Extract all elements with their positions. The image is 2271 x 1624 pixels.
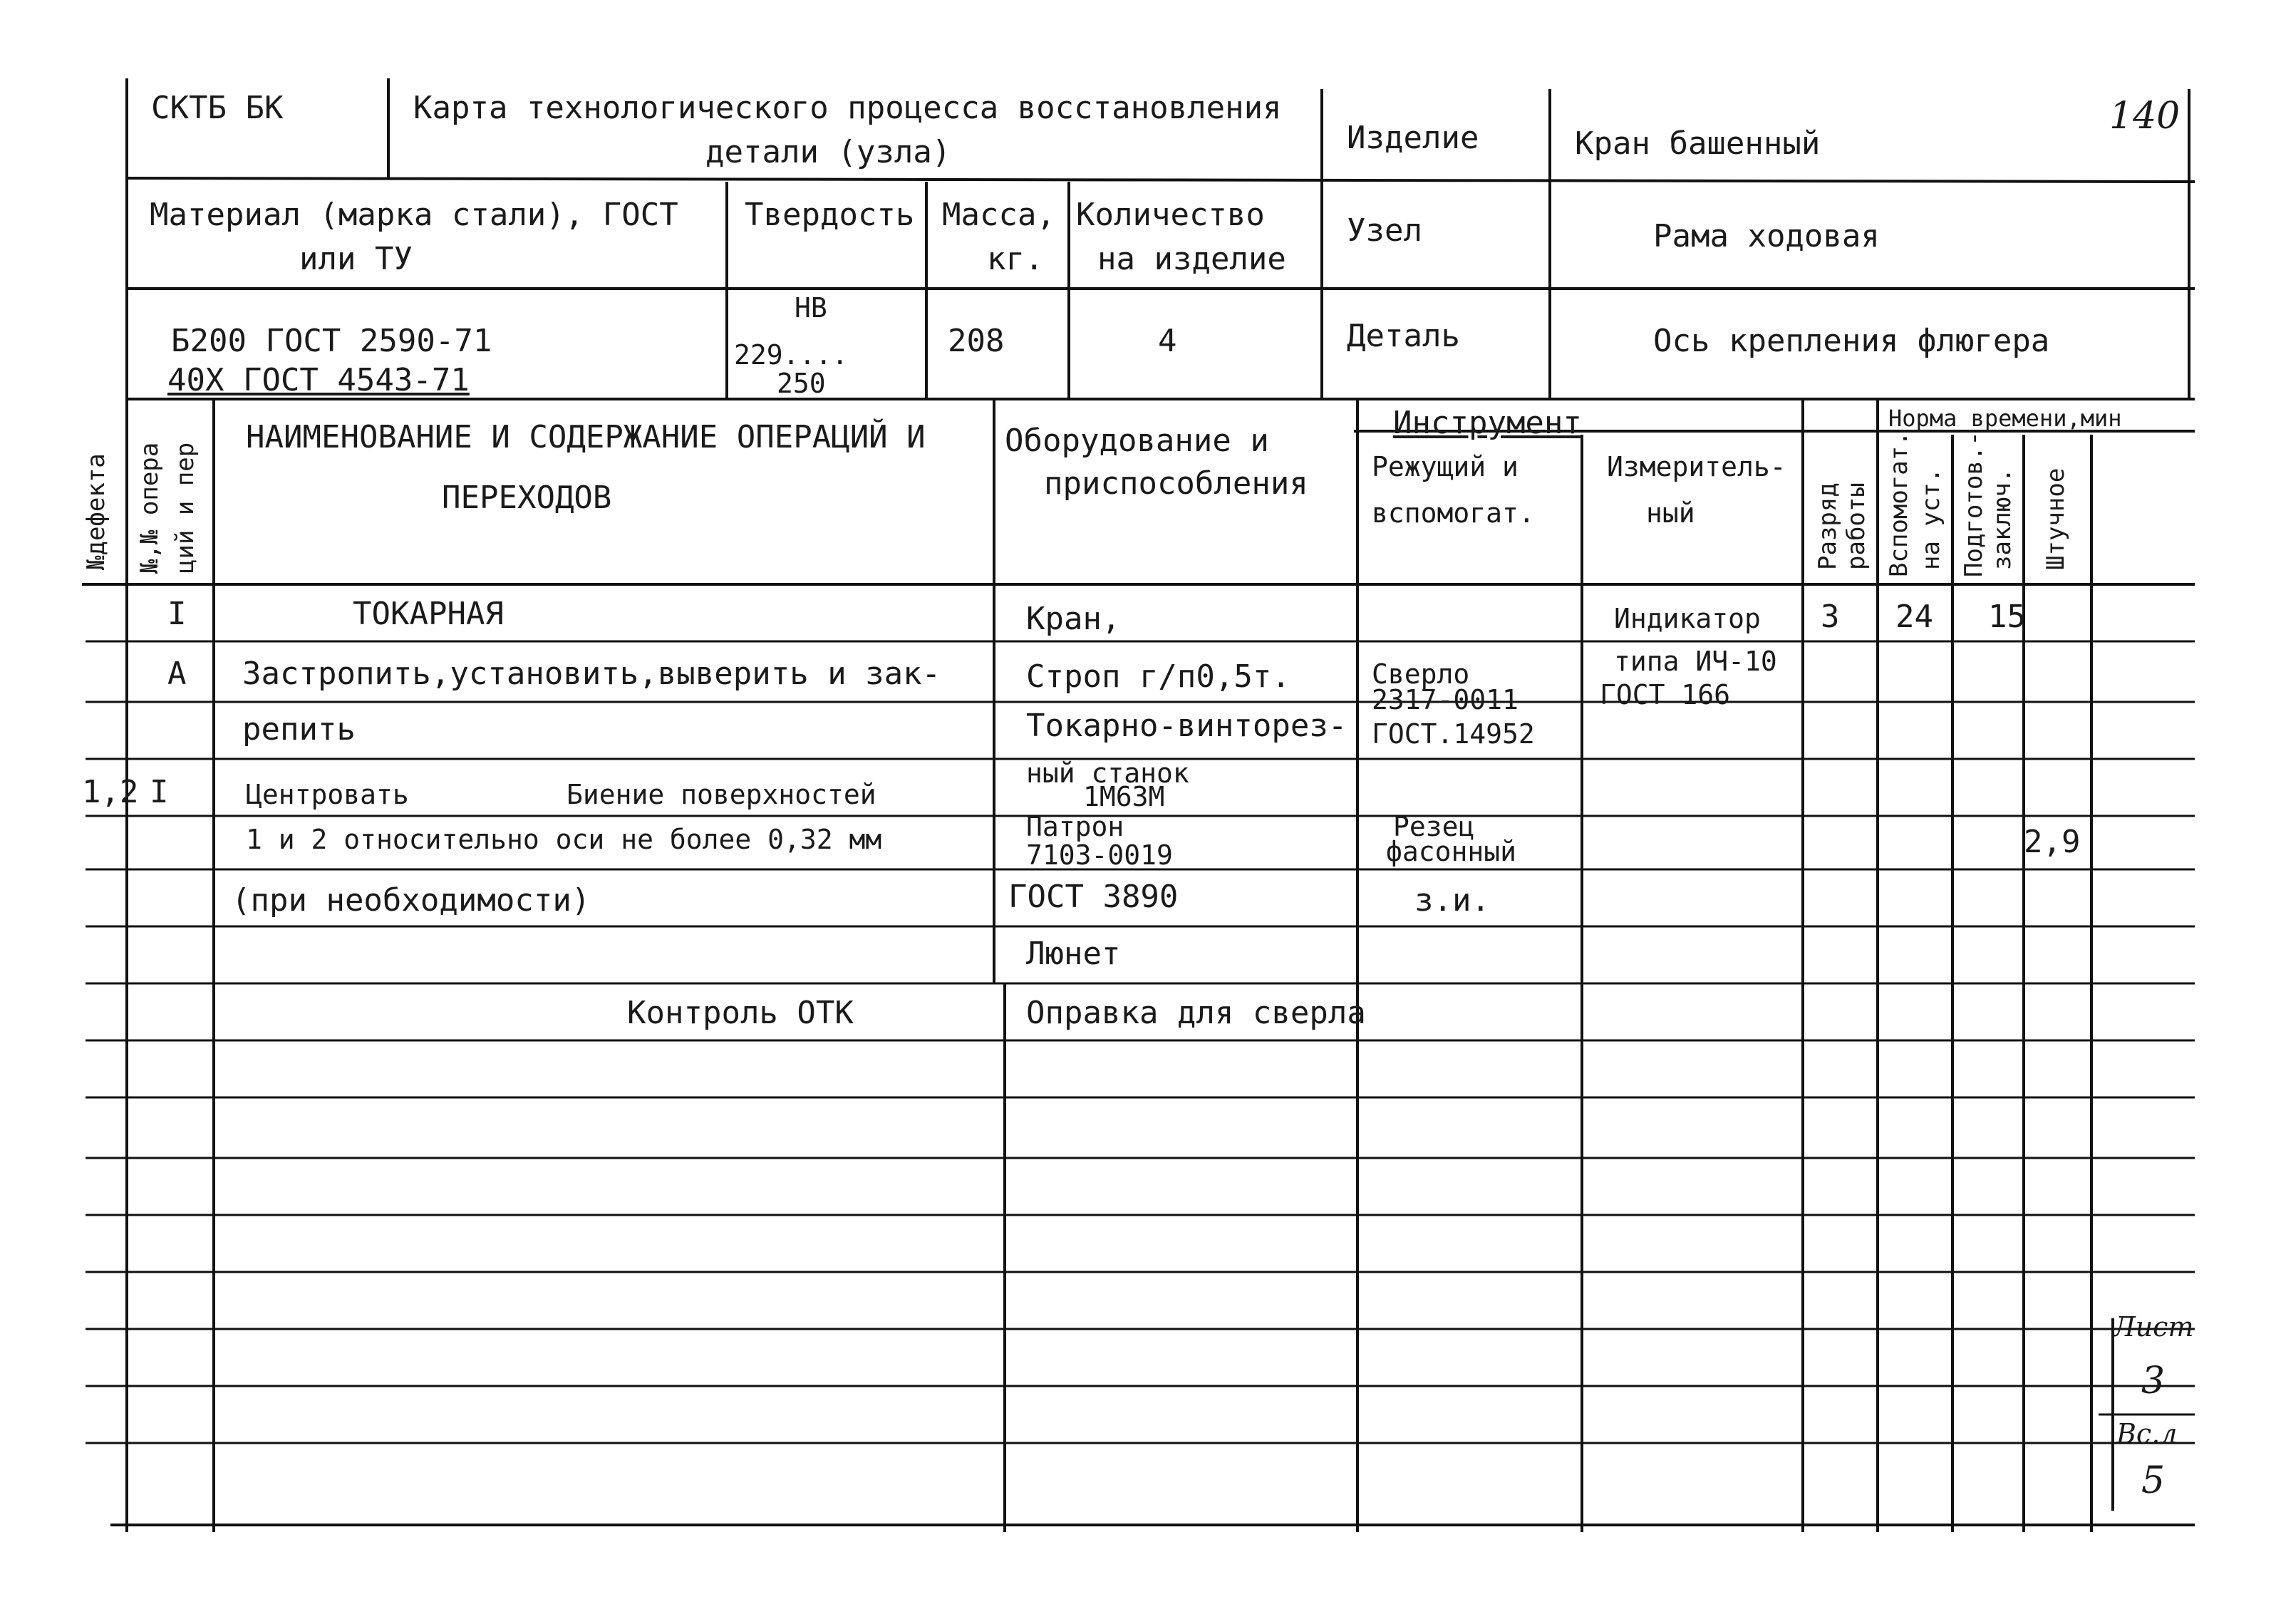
mass-label-line2: кг. xyxy=(987,241,1044,277)
row1-op: I xyxy=(167,596,187,632)
row2-cutting-line2: 2317-0011 xyxy=(1372,684,1519,715)
row4-name-a: Центровать xyxy=(246,779,409,810)
row2-op: А xyxy=(167,656,187,692)
row2-measuring-line2: ГОСТ 166 xyxy=(1600,679,1731,710)
col-cutting-line2: вспомогат. xyxy=(1372,497,1535,529)
row8-name: Контроль ОТК xyxy=(627,995,854,1031)
col-grade-line1: Разряд xyxy=(1814,482,1842,570)
col-norm-group: Норма времени,мин xyxy=(1888,405,2122,432)
row4-name-b: Биение поверхностей xyxy=(567,779,876,810)
product-label: Изделие xyxy=(1347,120,1479,156)
row5-cutting-line1: Резец xyxy=(1393,811,1475,842)
mass-value: 208 xyxy=(948,323,1005,359)
hardness-value-line2: 229.... xyxy=(734,339,849,371)
col-prep-line1: Подготов.- xyxy=(1960,431,1988,577)
document-title-line1: Карта технологического процесса восстановления xyxy=(413,90,1282,126)
row2-name: Застропить,установить,выверить и зак- xyxy=(242,656,941,692)
col-name-line1: НАИМЕНОВАНИЕ И СОДЕРЖАНИЕ ОПЕРАЦИЙ И xyxy=(246,419,926,455)
col-tool-group: Инструмент xyxy=(1393,405,1582,441)
quantity-label-line2: на изделие xyxy=(1097,241,1286,277)
row3-cutting: ГОСТ.14952 xyxy=(1372,718,1535,750)
col-name-line2: ПЕРЕХОДОВ xyxy=(442,480,612,516)
hardness-label: Твердость xyxy=(745,197,915,233)
col-prep-line2: заключ. xyxy=(1988,467,2017,570)
col-aux-line1: Вспомогат. xyxy=(1885,431,1913,577)
row1-grade: 3 xyxy=(1821,599,1840,635)
row1-prep: 15 xyxy=(1988,599,2026,635)
row1-aux: 24 xyxy=(1895,599,1933,635)
row4-defect: 1,2 xyxy=(82,774,139,810)
row5-equipment-line2: 7103-0019 xyxy=(1026,839,1173,871)
col-grade-line2: работы xyxy=(1842,482,1871,570)
node-value: Рама ходовая xyxy=(1653,218,1880,254)
col-measuring-line2: ный xyxy=(1646,497,1695,529)
product-value: Кран башенный xyxy=(1575,125,1821,162)
part-value: Ось крепления флюгера xyxy=(1653,323,2050,359)
col-aux-line2: на уст. xyxy=(1917,467,1945,570)
total-sheets-value: 5 xyxy=(2141,1459,2166,1502)
part-label: Деталь xyxy=(1347,318,1460,354)
row4-op: I xyxy=(150,774,169,810)
row5-cutting-line2: фасонный xyxy=(1386,836,1517,867)
row4-equipment-line2: 1М63М xyxy=(1083,781,1165,812)
col-measuring-line1: Измеритель- xyxy=(1607,451,1786,482)
col-op-no-line2: ций и пер xyxy=(171,442,200,574)
col-equipment-line2: приспособления xyxy=(1044,465,1308,502)
material-value-line1: Б200 ГОСТ 2590-71 xyxy=(171,323,492,359)
sheet-label: Лист xyxy=(2113,1311,2194,1343)
material-label-line1: Материал (марка стали), ГОСТ xyxy=(150,197,678,233)
sheet-value: 3 xyxy=(2141,1360,2166,1402)
row4-equipment-line1: ный станок xyxy=(1026,757,1189,789)
col-cutting-line1: Режущий и xyxy=(1372,451,1519,482)
row3-name: репить xyxy=(242,711,356,748)
row5-name: 1 и 2 относительно оси не более 0,32 мм xyxy=(246,824,882,855)
row1-measuring: Индикатор xyxy=(1614,603,1761,634)
hardness-value-line1: НВ xyxy=(795,292,827,324)
document-title-line2: детали (узла) xyxy=(705,134,951,170)
org-name: СКТБ БК xyxy=(151,90,284,126)
quantity-label-line1: Количество xyxy=(1076,197,1265,233)
col-equipment-line1: Оборудование и xyxy=(1005,423,1269,459)
page-number: 140 xyxy=(2109,95,2181,138)
material-label-line2: или ТУ xyxy=(299,241,413,277)
row2-cutting-line1: Сверло xyxy=(1372,658,1470,690)
row3-equipment: Токарно-винторез- xyxy=(1026,708,1347,744)
row8-equipment: Оправка для сверла xyxy=(1026,995,1366,1031)
material-value-line2: 40Х ГОСТ 4543-71 xyxy=(167,362,470,398)
node-label: Узел xyxy=(1347,212,1422,249)
col-op-no-line1: №,№ опера xyxy=(135,442,164,574)
row5-piece: 2,9 xyxy=(2024,824,2081,860)
row7-equipment: Люнет xyxy=(1026,936,1121,972)
row5-equipment-line1: Патрон xyxy=(1026,811,1124,842)
total-sheets-label: Вс.л xyxy=(2116,1418,2178,1449)
mass-label-line1: Масса, xyxy=(942,197,1055,233)
quantity-value: 4 xyxy=(1158,323,1177,359)
hardness-value-line3: 250 xyxy=(777,368,826,399)
row6-name: (при необходимости) xyxy=(232,882,591,919)
row6-equipment: ГОСТ 3890 xyxy=(1008,879,1179,915)
row2-measuring-line1: типа ИЧ-10 xyxy=(1614,646,1777,677)
row1-name: ТОКАРНАЯ xyxy=(353,596,504,632)
col-piece: Штучное xyxy=(2042,467,2070,570)
row1-equipment: Кран, xyxy=(1026,601,1121,637)
col-defect-no: №дефекта xyxy=(82,453,110,570)
row2-equipment: Строп г/п0,5т. xyxy=(1026,658,1290,695)
row6-cutting: з.и. xyxy=(1414,882,1490,919)
